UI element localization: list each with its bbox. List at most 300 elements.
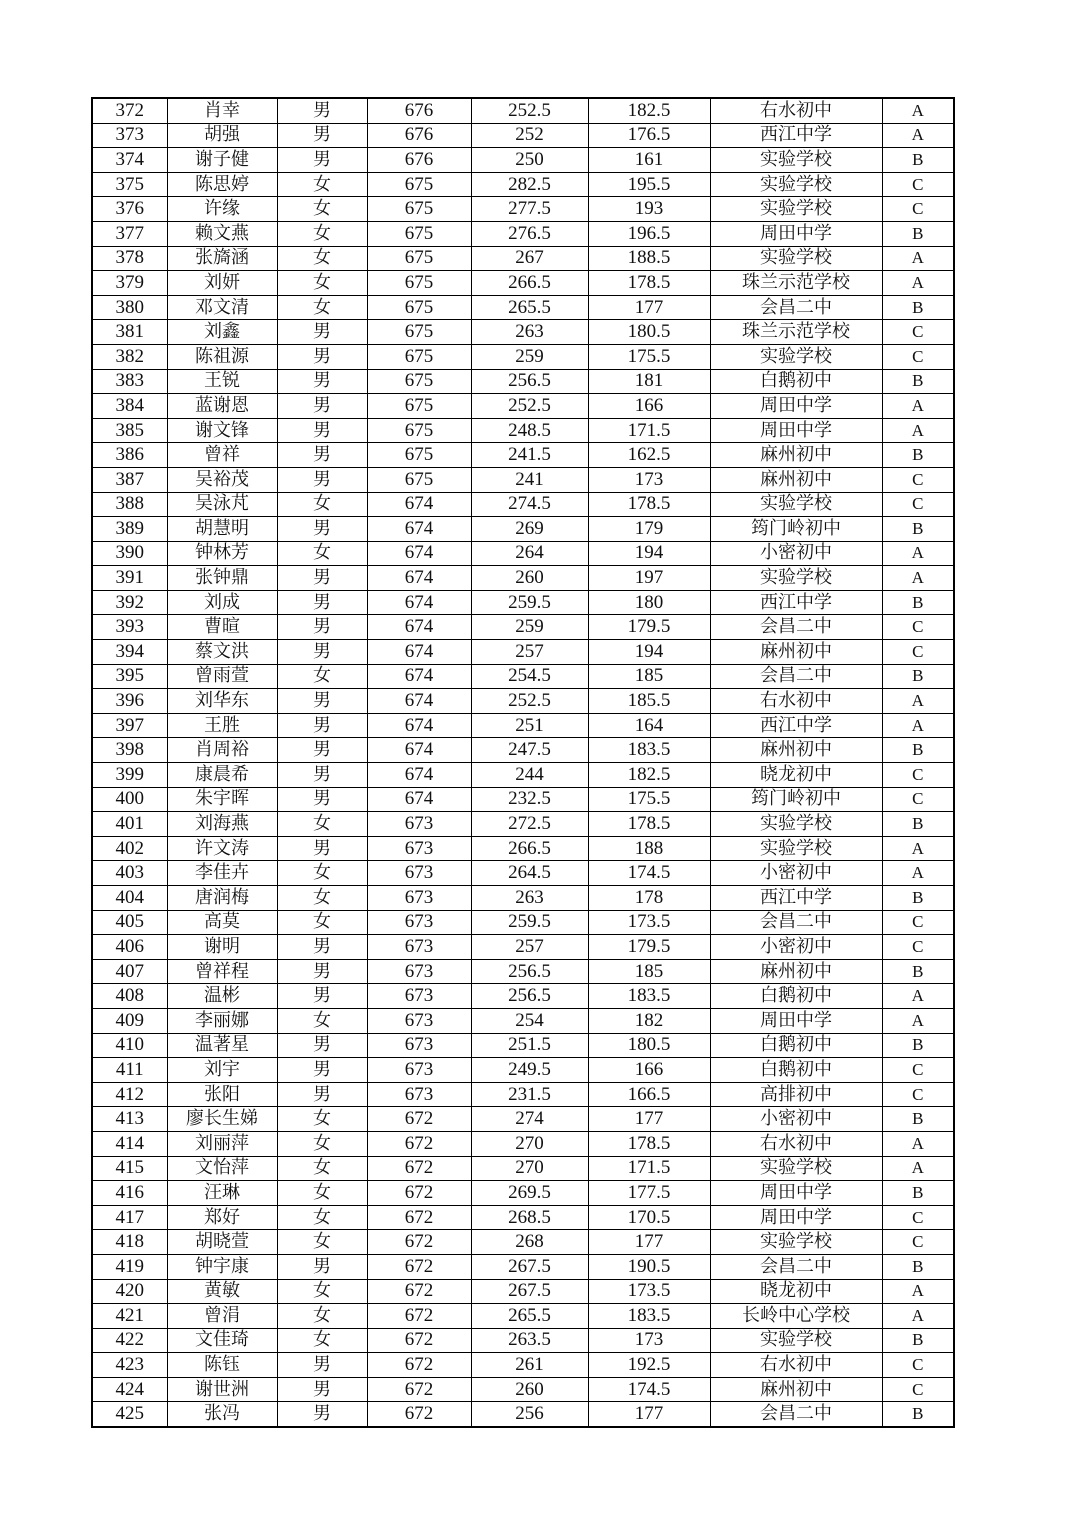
student-name-cell: 朱宇晖 [167, 787, 277, 812]
school-cell: 右水初中 [710, 1131, 882, 1156]
student-name-cell: 黄敏 [167, 1279, 277, 1304]
score-a-cell: 248.5 [471, 418, 588, 443]
score-b-cell: 161 [588, 148, 710, 173]
school-cell: 西江中学 [710, 590, 882, 615]
score-b-cell: 179.5 [588, 615, 710, 640]
table-row [92, 935, 954, 960]
student-name-cell: 肖周裕 [167, 738, 277, 763]
score-a-cell: 249.5 [471, 1058, 588, 1083]
score-a-cell: 266.5 [471, 836, 588, 861]
gender-cell: 男 [277, 148, 367, 173]
score-b-cell: 188 [588, 836, 710, 861]
rank-cell: 415 [92, 1156, 167, 1181]
table-row [92, 492, 954, 517]
student-name-cell: 胡慧明 [167, 517, 277, 542]
rank-cell: 388 [92, 492, 167, 517]
score-a-cell: 277.5 [471, 197, 588, 222]
school-cell: 白鹅初中 [710, 984, 882, 1009]
rank-cell: 375 [92, 172, 167, 197]
student-name-cell: 高莫 [167, 910, 277, 935]
score-b-cell: 185 [588, 664, 710, 689]
grade-cell: B [882, 1107, 954, 1132]
gender-cell: 男 [277, 640, 367, 665]
student-name-cell: 许文涛 [167, 836, 277, 861]
student-name-cell: 胡强 [167, 123, 277, 148]
table-row [92, 1131, 954, 1156]
score-a-cell: 274 [471, 1107, 588, 1132]
score-a-cell: 260 [471, 566, 588, 591]
score-b-cell: 178.5 [588, 812, 710, 837]
total-score-cell: 673 [367, 1082, 471, 1107]
score-a-cell: 254.5 [471, 664, 588, 689]
student-name-cell: 陈钰 [167, 1353, 277, 1378]
score-b-cell: 171.5 [588, 418, 710, 443]
grade-cell: B [882, 148, 954, 173]
total-score-cell: 673 [367, 1033, 471, 1058]
grade-cell: A [882, 836, 954, 861]
score-table-body [92, 98, 954, 1427]
school-cell: 右水初中 [710, 1353, 882, 1378]
rank-cell: 379 [92, 271, 167, 296]
gender-cell: 男 [277, 787, 367, 812]
school-cell: 高排初中 [710, 1082, 882, 1107]
table-row [92, 1033, 954, 1058]
rank-cell: 397 [92, 713, 167, 738]
gender-cell: 女 [277, 812, 367, 837]
gender-cell: 女 [277, 246, 367, 271]
total-score-cell: 673 [367, 1008, 471, 1033]
student-name-cell: 钟林芳 [167, 541, 277, 566]
total-score-cell: 675 [367, 320, 471, 345]
score-b-cell: 194 [588, 640, 710, 665]
score-b-cell: 174.5 [588, 1377, 710, 1402]
score-a-cell: 267.5 [471, 1279, 588, 1304]
table-row [92, 812, 954, 837]
rank-cell: 413 [92, 1107, 167, 1132]
gender-cell: 男 [277, 984, 367, 1009]
total-score-cell: 673 [367, 861, 471, 886]
total-score-cell: 672 [367, 1156, 471, 1181]
student-name-cell: 邓文清 [167, 295, 277, 320]
table-row [92, 467, 954, 492]
table-row [92, 959, 954, 984]
table-row [92, 1328, 954, 1353]
total-score-cell: 672 [367, 1205, 471, 1230]
school-cell: 会昌二中 [710, 1402, 882, 1427]
score-b-cell: 180.5 [588, 1033, 710, 1058]
total-score-cell: 674 [367, 664, 471, 689]
school-cell: 周田中学 [710, 1181, 882, 1206]
score-a-cell: 272.5 [471, 812, 588, 837]
gender-cell: 女 [277, 1181, 367, 1206]
total-score-cell: 672 [367, 1107, 471, 1132]
grade-cell: A [882, 394, 954, 419]
grade-cell: B [882, 221, 954, 246]
total-score-cell: 674 [367, 689, 471, 714]
rank-cell: 412 [92, 1082, 167, 1107]
grade-cell: B [882, 1328, 954, 1353]
total-score-cell: 673 [367, 836, 471, 861]
table-row [92, 221, 954, 246]
gender-cell: 男 [277, 369, 367, 394]
gender-cell: 女 [277, 1131, 367, 1156]
student-name-cell: 郑好 [167, 1205, 277, 1230]
student-name-cell: 曾祥程 [167, 959, 277, 984]
gender-cell: 女 [277, 1230, 367, 1255]
student-name-cell: 文佳琦 [167, 1328, 277, 1353]
total-score-cell: 675 [367, 467, 471, 492]
grade-cell: C [882, 1058, 954, 1083]
rank-cell: 403 [92, 861, 167, 886]
gender-cell: 女 [277, 1008, 367, 1033]
grade-cell: A [882, 713, 954, 738]
score-b-cell: 185 [588, 959, 710, 984]
score-a-cell: 250 [471, 148, 588, 173]
rank-cell: 381 [92, 320, 167, 345]
grade-cell: B [882, 959, 954, 984]
grade-cell: C [882, 935, 954, 960]
table-row [92, 566, 954, 591]
gender-cell: 男 [277, 98, 367, 123]
gender-cell: 女 [277, 886, 367, 911]
school-cell: 实验学校 [710, 566, 882, 591]
school-cell: 周田中学 [710, 418, 882, 443]
student-name-cell: 蓝谢恩 [167, 394, 277, 419]
gender-cell: 女 [277, 664, 367, 689]
school-cell: 珠兰示范学校 [710, 320, 882, 345]
score-a-cell: 257 [471, 935, 588, 960]
student-name-cell: 刘鑫 [167, 320, 277, 345]
gender-cell: 男 [277, 590, 367, 615]
gender-cell: 女 [277, 197, 367, 222]
rank-cell: 404 [92, 886, 167, 911]
rank-cell: 423 [92, 1353, 167, 1378]
rank-cell: 420 [92, 1279, 167, 1304]
total-score-cell: 674 [367, 787, 471, 812]
grade-cell: C [882, 197, 954, 222]
score-a-cell: 268 [471, 1230, 588, 1255]
score-a-cell: 259 [471, 615, 588, 640]
score-b-cell: 181 [588, 369, 710, 394]
total-score-cell: 672 [367, 1328, 471, 1353]
school-cell: 实验学校 [710, 344, 882, 369]
school-cell: 珠兰示范学校 [710, 271, 882, 296]
student-name-cell: 曾祥 [167, 443, 277, 468]
total-score-cell: 672 [367, 1304, 471, 1329]
score-a-cell: 252.5 [471, 689, 588, 714]
student-name-cell: 曹暄 [167, 615, 277, 640]
table-row [92, 1230, 954, 1255]
student-name-cell: 刘成 [167, 590, 277, 615]
student-name-cell: 张冯 [167, 1402, 277, 1427]
score-b-cell: 173 [588, 467, 710, 492]
gender-cell: 男 [277, 467, 367, 492]
school-cell: 白鹅初中 [710, 369, 882, 394]
gender-cell: 男 [277, 566, 367, 591]
school-cell: 周田中学 [710, 221, 882, 246]
score-b-cell: 182.5 [588, 98, 710, 123]
score-a-cell: 231.5 [471, 1082, 588, 1107]
student-name-cell: 胡晓萱 [167, 1230, 277, 1255]
student-name-cell: 刘妍 [167, 271, 277, 296]
score-b-cell: 177 [588, 1402, 710, 1427]
grade-cell: A [882, 1008, 954, 1033]
table-row [92, 1181, 954, 1206]
total-score-cell: 676 [367, 123, 471, 148]
table-row [92, 787, 954, 812]
score-a-cell: 264 [471, 541, 588, 566]
total-score-cell: 672 [367, 1377, 471, 1402]
rank-cell: 414 [92, 1131, 167, 1156]
student-name-cell: 吴泳芃 [167, 492, 277, 517]
total-score-cell: 674 [367, 541, 471, 566]
score-b-cell: 166 [588, 1058, 710, 1083]
student-name-cell: 蔡文洪 [167, 640, 277, 665]
total-score-cell: 674 [367, 492, 471, 517]
rank-cell: 395 [92, 664, 167, 689]
table-row [92, 295, 954, 320]
score-a-cell: 260 [471, 1377, 588, 1402]
rank-cell: 376 [92, 197, 167, 222]
total-score-cell: 672 [367, 1131, 471, 1156]
grade-cell: A [882, 1156, 954, 1181]
score-a-cell: 266.5 [471, 271, 588, 296]
rank-cell: 396 [92, 689, 167, 714]
school-cell: 麻州初中 [710, 959, 882, 984]
student-name-cell: 肖幸 [167, 98, 277, 123]
school-cell: 周田中学 [710, 1008, 882, 1033]
score-a-cell: 251 [471, 713, 588, 738]
table-row [92, 271, 954, 296]
score-b-cell: 178.5 [588, 492, 710, 517]
rank-cell: 392 [92, 590, 167, 615]
table-row [92, 1082, 954, 1107]
grade-cell: B [882, 738, 954, 763]
school-cell: 右水初中 [710, 689, 882, 714]
table-row [92, 123, 954, 148]
rank-cell: 387 [92, 467, 167, 492]
gender-cell: 男 [277, 615, 367, 640]
school-cell: 实验学校 [710, 1230, 882, 1255]
score-a-cell: 241 [471, 467, 588, 492]
score-a-cell: 265.5 [471, 1304, 588, 1329]
rank-cell: 406 [92, 935, 167, 960]
school-cell: 周田中学 [710, 1205, 882, 1230]
student-name-cell: 谢子健 [167, 148, 277, 173]
table-row [92, 1058, 954, 1083]
grade-cell: C [882, 787, 954, 812]
student-name-cell: 刘海燕 [167, 812, 277, 837]
rank-cell: 402 [92, 836, 167, 861]
score-a-cell: 252.5 [471, 394, 588, 419]
gender-cell: 男 [277, 1254, 367, 1279]
school-cell: 晓龙初中 [710, 1279, 882, 1304]
school-cell: 麻州初中 [710, 640, 882, 665]
score-b-cell: 170.5 [588, 1205, 710, 1230]
grade-cell: B [882, 664, 954, 689]
school-cell: 筠门岭初中 [710, 787, 882, 812]
rank-cell: 400 [92, 787, 167, 812]
total-score-cell: 674 [367, 738, 471, 763]
grade-cell: A [882, 418, 954, 443]
grade-cell: C [882, 320, 954, 345]
score-a-cell: 259.5 [471, 910, 588, 935]
total-score-cell: 672 [367, 1254, 471, 1279]
gender-cell: 女 [277, 492, 367, 517]
score-b-cell: 182 [588, 1008, 710, 1033]
rank-cell: 386 [92, 443, 167, 468]
table-row [92, 1008, 954, 1033]
grade-cell: B [882, 295, 954, 320]
score-b-cell: 176.5 [588, 123, 710, 148]
score-b-cell: 183.5 [588, 738, 710, 763]
score-a-cell: 247.5 [471, 738, 588, 763]
gender-cell: 男 [277, 836, 367, 861]
gender-cell: 女 [277, 861, 367, 886]
student-name-cell: 张旖涵 [167, 246, 277, 271]
rank-cell: 380 [92, 295, 167, 320]
school-cell: 实验学校 [710, 197, 882, 222]
student-name-cell: 温著星 [167, 1033, 277, 1058]
student-name-cell: 吴裕茂 [167, 467, 277, 492]
gender-cell: 女 [277, 271, 367, 296]
gender-cell: 女 [277, 1156, 367, 1181]
student-name-cell: 汪琳 [167, 1181, 277, 1206]
score-a-cell: 259 [471, 344, 588, 369]
school-cell: 小密初中 [710, 1107, 882, 1132]
total-score-cell: 674 [367, 566, 471, 591]
school-cell: 实验学校 [710, 1156, 882, 1181]
total-score-cell: 675 [367, 394, 471, 419]
total-score-cell: 675 [367, 344, 471, 369]
gender-cell: 男 [277, 738, 367, 763]
school-cell: 右水初中 [710, 98, 882, 123]
total-score-cell: 673 [367, 959, 471, 984]
grade-cell: C [882, 1082, 954, 1107]
student-name-cell: 康晨希 [167, 763, 277, 788]
score-a-cell: 261 [471, 1353, 588, 1378]
student-name-cell: 刘宇 [167, 1058, 277, 1083]
total-score-cell: 672 [367, 1402, 471, 1427]
school-cell: 实验学校 [710, 1328, 882, 1353]
grade-cell: B [882, 1254, 954, 1279]
score-b-cell: 194 [588, 541, 710, 566]
school-cell: 实验学校 [710, 812, 882, 837]
score-b-cell: 177 [588, 1230, 710, 1255]
rank-cell: 391 [92, 566, 167, 591]
table-row [92, 640, 954, 665]
grade-cell: C [882, 1205, 954, 1230]
student-name-cell: 陈祖源 [167, 344, 277, 369]
table-row [92, 1254, 954, 1279]
grade-cell: C [882, 640, 954, 665]
student-name-cell: 王锐 [167, 369, 277, 394]
rank-cell: 393 [92, 615, 167, 640]
total-score-cell: 675 [367, 271, 471, 296]
grade-cell: C [882, 467, 954, 492]
rank-cell: 401 [92, 812, 167, 837]
score-a-cell: 269 [471, 517, 588, 542]
grade-cell: A [882, 689, 954, 714]
score-b-cell: 182.5 [588, 763, 710, 788]
total-score-cell: 673 [367, 886, 471, 911]
score-b-cell: 179.5 [588, 935, 710, 960]
rank-cell: 377 [92, 221, 167, 246]
score-a-cell: 274.5 [471, 492, 588, 517]
gender-cell: 女 [277, 1328, 367, 1353]
table-row [92, 1156, 954, 1181]
grade-cell: A [882, 566, 954, 591]
score-b-cell: 171.5 [588, 1156, 710, 1181]
school-cell: 西江中学 [710, 713, 882, 738]
total-score-cell: 675 [367, 221, 471, 246]
school-cell: 实验学校 [710, 492, 882, 517]
grade-cell: A [882, 1304, 954, 1329]
table-row [92, 517, 954, 542]
table-row [92, 443, 954, 468]
table-row [92, 910, 954, 935]
total-score-cell: 672 [367, 1279, 471, 1304]
table-row [92, 886, 954, 911]
score-a-cell: 263 [471, 320, 588, 345]
total-score-cell: 673 [367, 910, 471, 935]
school-cell: 麻州初中 [710, 738, 882, 763]
score-b-cell: 188.5 [588, 246, 710, 271]
rank-cell: 398 [92, 738, 167, 763]
total-score-cell: 675 [367, 443, 471, 468]
grade-cell: A [882, 271, 954, 296]
table-row [92, 689, 954, 714]
total-score-cell: 672 [367, 1230, 471, 1255]
gender-cell: 男 [277, 418, 367, 443]
score-a-cell: 241.5 [471, 443, 588, 468]
score-b-cell: 175.5 [588, 787, 710, 812]
score-b-cell: 190.5 [588, 1254, 710, 1279]
rank-cell: 399 [92, 763, 167, 788]
gender-cell: 女 [277, 1304, 367, 1329]
score-a-cell: 259.5 [471, 590, 588, 615]
rank-cell: 373 [92, 123, 167, 148]
rank-cell: 408 [92, 984, 167, 1009]
table-row [92, 172, 954, 197]
rank-cell: 416 [92, 1181, 167, 1206]
student-name-cell: 唐润梅 [167, 886, 277, 911]
table-row [92, 1304, 954, 1329]
grade-cell: A [882, 541, 954, 566]
student-name-cell: 王胜 [167, 713, 277, 738]
score-a-cell: 265.5 [471, 295, 588, 320]
grade-cell: B [882, 1033, 954, 1058]
table-row [92, 1353, 954, 1378]
total-score-cell: 674 [367, 590, 471, 615]
score-b-cell: 174.5 [588, 861, 710, 886]
grade-cell: B [882, 1402, 954, 1427]
gender-cell: 男 [277, 1033, 367, 1058]
grade-cell: A [882, 123, 954, 148]
student-name-cell: 李佳卉 [167, 861, 277, 886]
gender-cell: 女 [277, 1279, 367, 1304]
table-row [92, 418, 954, 443]
student-name-cell: 谢文锋 [167, 418, 277, 443]
gender-cell: 男 [277, 443, 367, 468]
grade-cell: A [882, 1131, 954, 1156]
grade-cell: A [882, 984, 954, 1009]
school-cell: 长岭中心学校 [710, 1304, 882, 1329]
table-row [92, 615, 954, 640]
grade-cell: C [882, 615, 954, 640]
grade-cell: B [882, 1181, 954, 1206]
score-b-cell: 173.5 [588, 1279, 710, 1304]
